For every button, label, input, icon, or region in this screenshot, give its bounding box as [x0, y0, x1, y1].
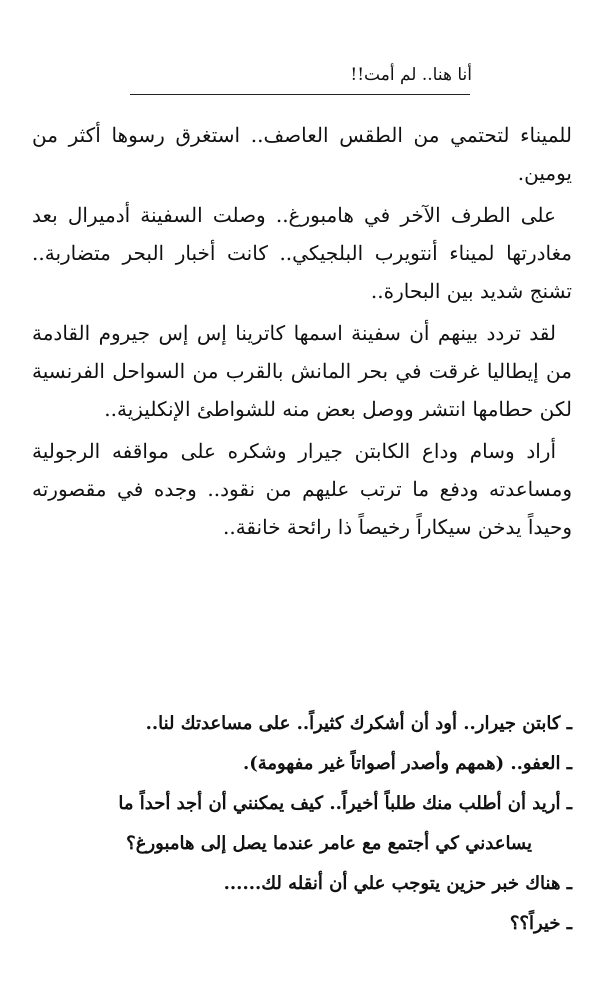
paragraph-4: أراد وسام وداع الكابتن جيرار وشكره على مواقفه الرجولية ومساعدته ودفع ما ترتب عليهم من نقود.. وجده في مقصورته وحيداً يدخن سيكاراً رخيصاً ذا رائحة خانقة.. [32, 439, 572, 539]
dialogue-line-5: ـ خيراً؟؟ [509, 913, 572, 934]
dialogue-line-3-continued: يساعدني كي أجتمع مع عامر عندما يصل إلى هامبورغ؟ [126, 833, 532, 854]
running-header: أنا هنا.. لم أمت!! [350, 65, 472, 85]
paragraph-3: لقد تردد بينهم أن سفينة اسمها كاترينا إس إس جيروم القادمة من إيطاليا غرقت في بحر المانش بالقرب من السواحل الفرنسية لكن حطامها انتشر ووصل بعض منه للشواطئ الإنكليزية.. [32, 321, 572, 421]
dialogue-block [32, 704, 572, 944]
header-rule [130, 94, 470, 95]
dialogue-line-1: ـ كابتن جيرار.. أود أن أشكرك كثيراً.. على مساعدتك لنا.. [145, 713, 572, 734]
dialogue-line-3: ـ أريد أن أطلب منك طلباً أخيراً.. كيف يمكنني أن أجد أحداً ما [118, 793, 572, 814]
dialogue-line-4: ـ هناك خبر حزين يتوجب علي أن أنقله لك...... [223, 873, 572, 894]
paragraph-2: على الطرف الآخر في هامبورغ.. وصلت السفينة أدميرال بعد مغادرتها لميناء أنتويرب البلجيكي.. كانت أخبار البحر متضاربة.. تشنج شديد بين البحارة.. [32, 203, 572, 303]
paragraph-1: للميناء لتحتمي من الطقس العاصف.. استغرق رسوها أكثر من يومين. [32, 123, 572, 185]
body-text [32, 116, 572, 550]
dialogue-line-2: ـ العفو.. (همهم وأصدر أصواتاً غير مفهومة). [242, 753, 572, 774]
